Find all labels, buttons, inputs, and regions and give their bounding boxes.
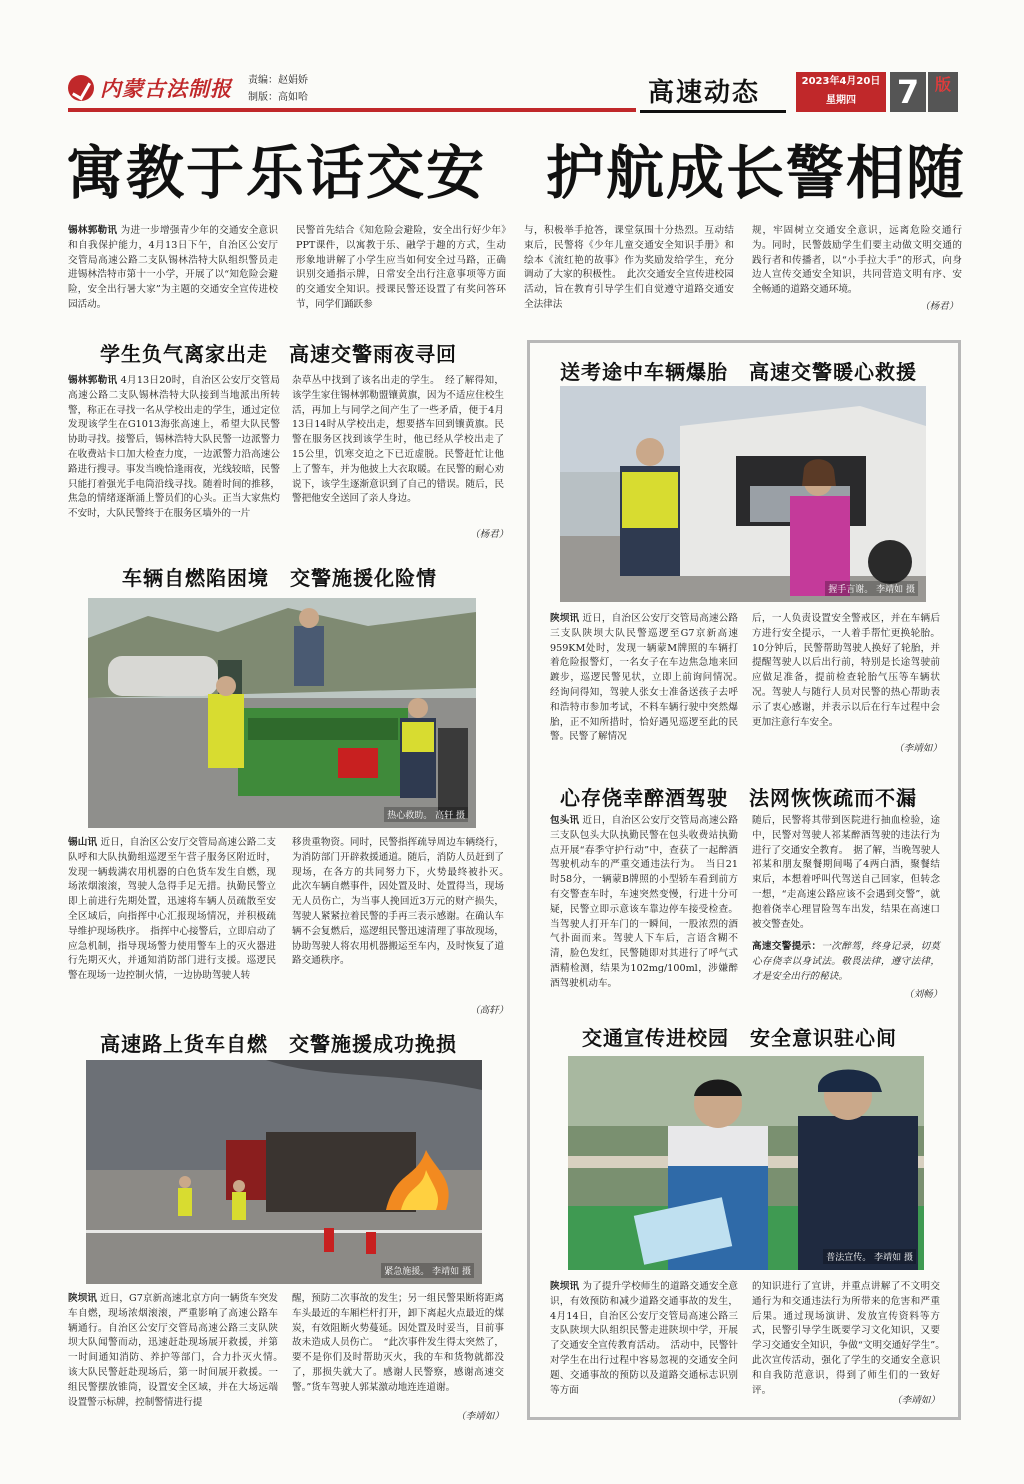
photo-illustration-4 — [568, 1056, 924, 1270]
story5-text-1: 近日，自治区公安厅交管局高速公路三支队包头大队执勤民警在包头收费站执勤点开展“春季守护行动”中，查获了一起醉酒驾驶机动车的严重交通违法行为。 当日21时58分，一辆蒙B牌照的小型轿车看到前方有交警查车时，车速突然变慢，行进十分可疑，民警立即示意该车靠边停车接受检查。当驾驶人打开车门的一瞬间，一股浓烈的酒气扑面而来。驾驶人下车后，言语含糊不清，脸色发红，民警随即对其进行了呼气式酒精检测，结果为102mg/100ml，涉嫌醉酒驾驶机动车。 — [550, 815, 739, 989]
page-number: 7 — [890, 72, 926, 112]
issue-date: 2023年4月20日 — [801, 76, 881, 87]
story6-text-1: 为了提升学校师生的道路交通安全意识，有效预防和减少道路交通事故的发生，4月14日，自治区公安厅交管局高速公路三支队陕坝大队组织民警走进陕坝中学，开展了交通安全宣传教育活动。 活动中，民警针对学生在出行过程中容易忽视的交通安全问题、交通事故的预防以及道路交通标志识别等方面 — [550, 1281, 739, 1396]
newspaper-name: 内蒙古法制报 — [100, 76, 232, 101]
story5-tip-text: 一次醉驾，终身记录，切莫心存侥幸以身试法。敬畏法律，遵守法律，才是安全出行的秘诀。 — [752, 941, 941, 982]
story1-title: 学生负气离家出走 高速交警雨夜寻回 — [100, 342, 457, 366]
lead-text-1: 为进一步增强青少年的交通安全意识和自我保护能力，4月13日下午，自治区公安厅交管局高速公路二支队锡林浩特大队组织警员走进锡林浩特市第十一小学，开展了以“知危险会避险，安全出行暑大家”为主题的交通安全宣传进校园活动。 — [68, 225, 278, 310]
story6-title: 交通宣传进校园 安全意识驻心间 — [582, 1026, 897, 1050]
story2-col2: 移贵重物资。同时，民警指挥疏导周边车辆绕行，为消防部门开辟救援通道。随后，消防人员赶到了现场，在各方的共同努力下，火势最终被扑灭。 此次车辆自燃事件，因处置及时、处置得当，现场无人员伤亡，为当事人挽回近3万元的财产损失，驾驶人紧紧拉着民警的手再三表示感谢。在确认车辆不会复燃后，巡逻组民警迅速清理了事故现场，协助驾驶人将农用机器搬运至车内，及时恢复了道路交通秩序。 — [292, 837, 514, 967]
lead-article-col3: 与，积极举手抢答，课堂氛围十分热烈。互动结束后，民警将《少年儿童交通安全知识手册》和绘本《流红艳的故事》作为奖励发给学生，充分调动了大家的积极性。 此次交通安全宣传进校园活动，旨在教育引导学生们自觉遵守道路交通安全法律法 — [524, 225, 734, 310]
story2-title: 车辆自燃陷困境 交警施援化险情 — [122, 566, 437, 590]
lead-byline: （杨君） — [920, 301, 959, 312]
story3-title: 高速路上货车自燃 交警施援成功挽损 — [100, 1032, 457, 1056]
issue-weekday: 星期四 — [826, 95, 856, 106]
story1-text-1: 4月13日20时，自治区公安厅交管局高速公路二支队锡林浩特大队接到当地派出所转警，称正在寻找一名从学校出走的学生，通过定位发现该学生在G1013海张高速上，希望大队民警协助寻找。接警后，锡林浩特大队民警一边派警力在收费站卡口加大检查力度，一边派警力沿高速公路进行搜寻。事发当晚恰逢雨夜，光线较暗，民警只能打着强光手电筒沿线寻找。随着时间的推移，焦急的情绪逐渐涌上警员们的心头。正当大家焦灼不安时，大队民警终于在服务区墙外的一片 — [68, 375, 280, 520]
school-publicity-photo — [568, 1056, 924, 1270]
story6-photo-caption: 普法宣传。 李靖如 摄 — [823, 1249, 916, 1264]
story4-col2: 后，一人负责设置安全警戒区，并在车辆后方进行安全提示，一人着手帮忙更换轮胎。10分钟后，民警帮助驾驶人换好了轮胎，并提醒驾驶人以后出行前，特别是长途驾驶前应做足准备，提前检查轮胎气压等车辆状况。驾驶人与随行人员对民警的热心帮助表示了衷心感谢，并表示以后在行车过程中会更加注意行车安全。 — [752, 613, 940, 728]
section-divider — [640, 110, 786, 113]
fire-rescue-photo — [88, 598, 476, 828]
photo-illustration-3 — [560, 386, 926, 602]
story3-photo-caption: 紧急施援。 李靖如 摄 — [381, 1263, 474, 1278]
tire-rescue-photo — [560, 386, 926, 602]
story1-col2: 杂草丛中找到了该名出走的学生。 经了解得知，该学生家住锡林郭勒盟镶黄旗，因为不适应住校生活，再加上与同学之间产生了一些矛盾，便于4月13日14时从学校出走，想要搭车回到镶黄旗。民警在服务区找到该学生时，他已经从学校出走了15公里，饥寒交迫之下已近虚脱。民警赶忙让他上了警车，并为他披上大衣取暖。在民警的耐心劝说下，该学生逐渐意识到了自己的错误。随后，民警把他安全送回了亲人身边。 — [292, 375, 504, 505]
lead-article-col2: 民警首先结合《知危险会避险，安全出行好少年》PPT课件，以寓教于乐、融学于趣的方式，生动形象地讲解了小学生应当如何安全过马路，正确识别交通指示牌，日常安全出行注意事项等方面的交通安全知识。授课民警还设置了有奖问答环节，同学们踊跃参 — [296, 225, 506, 310]
section-title: 高速动态 — [648, 78, 761, 108]
lead-article-col4: 规，牢固树立交通安全意识，远离危险交通行为。同时，民警鼓励学生们要主动做文明交通的践行者和传播者，以“小手拉大手”的形式，向身边人宣传交通安全知识，共同营造文明有序、安全畅通的道路交通环境。 — [752, 225, 962, 296]
story4-photo-caption: 握手言谢。 李靖如 摄 — [825, 581, 918, 596]
story1-dateline: 锡林郭勒讯 — [68, 375, 118, 386]
story1-col1 — [68, 374, 280, 542]
masthead-divider — [68, 108, 636, 112]
story3-col2: 醒，预防二次事故的发生；另一组民警果断将距离车头最近的车厢栏杆打开，卸下离起火点最近的煤炭，有效阻断火势蔓延。因处置及时妥当，目前事故未造成人员伤亡。 “此次事件发生得太突然了，要不是你们及时帮助灭火，我的车和货物就都没了，那损失就大了。感谢人民警察，感谢高速交警。”货车驾驶人郭某激动地连连道谢。 — [292, 1293, 504, 1393]
story2-byline: （高轩） — [470, 1005, 509, 1016]
story2-col1 — [68, 836, 276, 1016]
story6-byline: （李靖如） — [892, 1395, 940, 1406]
story5-col1 — [550, 814, 738, 1004]
story4-byline: （李靖如） — [894, 743, 942, 754]
newspaper-logo — [68, 70, 234, 106]
story2-text-1: 近日，自治区公安厅交管局高速公路二支队呼和大队执勤组巡逻至午营子服务区附近时，发现一辆载满农用机器的白色货车发生自燃，现场浓烟滚滚，驾驶人急得手足无措。执勤民警立即上前进行先期处置，迅速将车辆人员疏散至安全区域后，向指挥中心汇报现场情况，并积极疏导维护现场秩序。 指挥中心接警后，立即启动了应急机制，指导现场警力使用警车上的灭火器进行先期灭火，并通知消防部门进行支援。巡逻民警在现场一边控制火情，一边协助驾驶人转 — [68, 837, 276, 982]
main-headline: 寓教于乐话交安 护航成长警相随 — [66, 139, 967, 207]
story3-byline: （李靖如） — [456, 1411, 504, 1422]
logo-icon — [68, 75, 94, 101]
story3-dateline: 陕坝讯 — [68, 1293, 97, 1304]
story1-byline: （杨君） — [470, 529, 509, 540]
story5-tip-label: 高速交警提示： — [752, 941, 822, 952]
lead-article-col1 — [68, 224, 278, 316]
story6-col1 — [550, 1280, 738, 1404]
story3-text-1: 近日，G7京新高速北京方向一辆货车突发车自燃，现场浓烟滚滚，严重影响了高速公路车辆通行。自治区公安厅交管局高速公路三支队陕坝大队闻警而动，迅速赶赴现场展开救援，并第一时间通知消防、养护等部门，合力扑灭火情。 该大队民警赶赴现场后，第一时间展开救援。一组民警摆放锥筒，设置安全区域，并在大场远端设置警示标牌，控制警情进行提 — [68, 1293, 288, 1408]
story2-dateline: 锡山讯 — [68, 837, 98, 848]
story5-tip — [752, 940, 940, 986]
story4-col1 — [550, 612, 748, 748]
page-suffix: 版 — [928, 72, 958, 112]
story4-dateline: 陕坝讯 — [550, 613, 580, 624]
story5-dateline: 包头讯 — [550, 815, 580, 826]
story5-title: 心存侥幸醉酒驾驶 法网恢恢疏而不漏 — [560, 786, 917, 810]
photo-illustration-2 — [86, 1060, 482, 1284]
story5-col2: 随后，民警将其带到医院进行抽血检验，途中，民警对驾驶人祁某醉酒驾驶的违法行为进行了交通安全教育。 据了解，当晚驾驶人祁某和朋友聚餐期间喝了4两白酒，聚餐结束后，本想着呼叫代驾送自己回家，但转念一想，“走高速公路应该不会遇到交警”，就抱着侥幸心理冒险驾车出发，结果在高速口被交警查处。 — [752, 815, 940, 930]
producer-credit: 制版：高如哈 — [248, 92, 308, 103]
lead-dateline: 锡林郭勒讯 — [68, 225, 118, 236]
story3-col1 — [68, 1292, 288, 1420]
photo-illustration — [88, 598, 476, 828]
story5-byline: （刘畅） — [904, 989, 943, 1000]
story6-col2: 的知识进行了宣讲，并重点讲解了不文明交通行为和交通违法行为所带来的危害和严重后果。通过现场演讲、发放宣传资料等方式，民警引导学生既要学习文化知识，又要学习交通安全知识，争做“文明交通好学生”。 此次宣传活动，强化了学生的交通安全意识和自我防范意识，得到了师生们的一致好评。 — [752, 1281, 950, 1396]
story6-dateline: 陕坝讯 — [550, 1281, 580, 1292]
editor-credit: 责编：赵娟娇 — [248, 75, 308, 86]
truck-fire-photo — [86, 1060, 482, 1284]
story2-photo-caption: 热心救助。 高轩 摄 — [384, 807, 468, 822]
story4-title: 送考途中车辆爆胎 高速交警暖心救援 — [560, 360, 917, 384]
story4-text-1: 近日，自治区公安厅交管局高速公路三支队陕坝大队民警巡逻至G7京新高速959KM处时，发现一辆蒙M牌照的车辆打着危险报警灯，一名女子在车边焦急地来回踱步，巡逻民警见状，立即上前询问情况。 经询问得知，驾驶人张女士准备送孩子去呼和浩特市参加考试，不料车辆行驶中突然爆胎，正不知所措时，恰好遇见巡逻至此的民警。民警了解情况 — [550, 613, 748, 743]
date-box — [796, 72, 886, 112]
